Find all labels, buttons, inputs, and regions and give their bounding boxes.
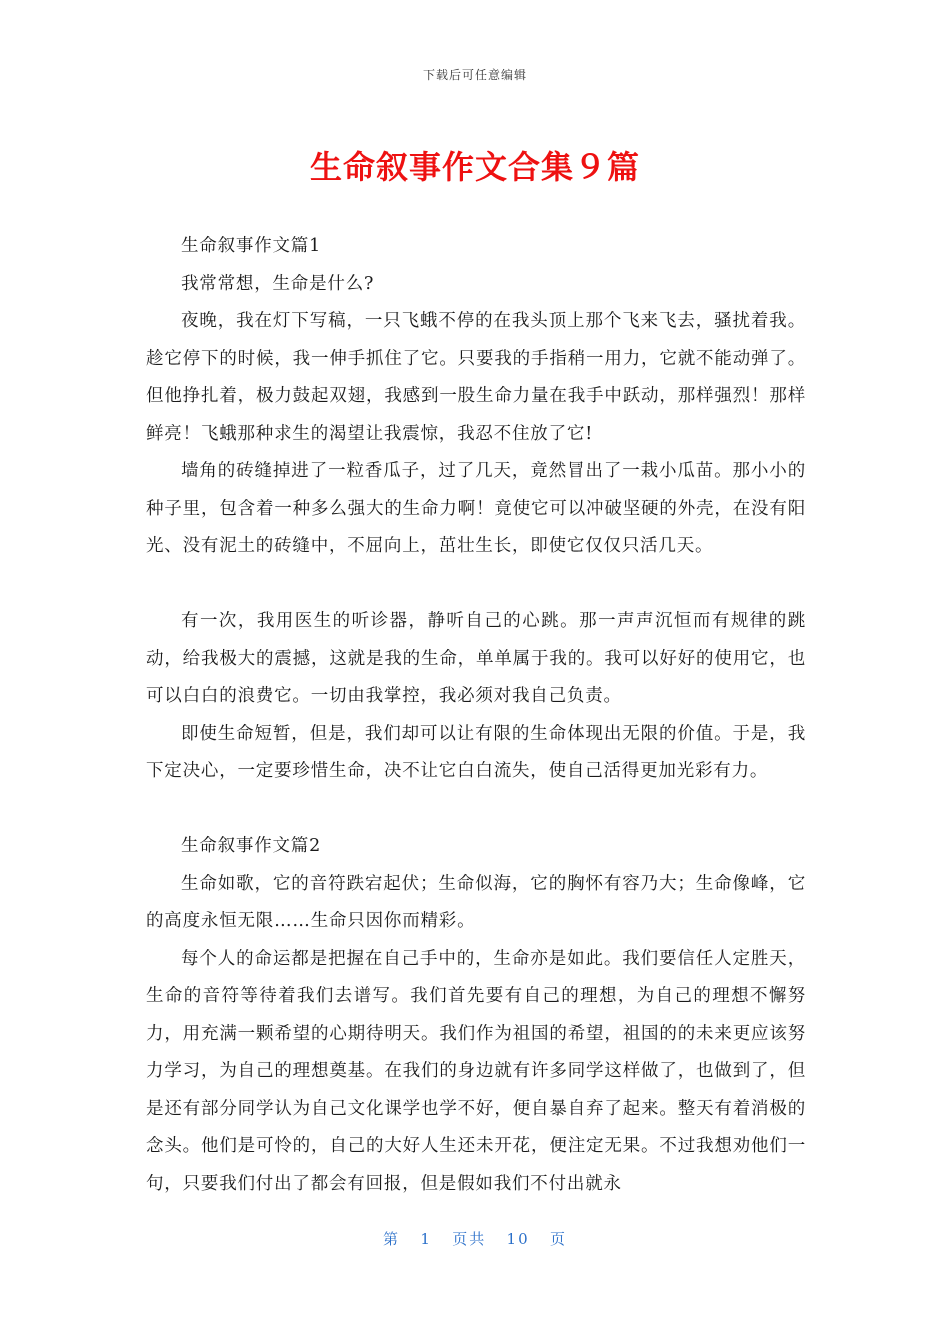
header-note: 下载后可任意编辑 — [422, 68, 527, 82]
footer-suffix: 页 — [549, 1230, 567, 1248]
paragraph: 我常常想，生命是什么? — [181, 273, 375, 294]
document-body — [146, 228, 806, 1203]
paragraph: 即使生命短暂，但是，我们却可以让有限的生命体现出无限的价值。于是，我下定决心，一定要珍惜生命，决不让它白白流失，使自己活得更加光彩有力。 — [146, 723, 806, 781]
page-footer — [0, 1228, 950, 1249]
footer-middle: 页共 — [452, 1230, 487, 1248]
paragraph: 夜晚，我在灯下写稿，一只飞蛾不停的在我头顶上那个飞来飞去，骚扰着我。趁它停下的时候，我一伸手抓住了它。只要我的手指稍一用力，它就不能动弹了。但他挣扎着，极力鼓起双翅，我感到一股生命力量在我手中跃动，那样强烈！那样鲜亮！飞蛾那种求生的渴望让我震惊，我忍不住放了它! — [146, 311, 806, 444]
document-title: 生命叙事作文合集９篇 — [309, 148, 640, 186]
paragraph: 墙角的砖缝掉进了一粒香瓜子，过了几天，竟然冒出了一栽小瓜苗。那小小的种子里，包含着一种多么强大的生命力啊！竟使它可以冲破坚硬的外壳，在没有阳光、没有泥土的砖缝中，不屈向上，茁壮生长，即使它仅仅只活几天。 — [146, 461, 806, 556]
footer-total-pages: 10 — [506, 1230, 530, 1248]
paragraph: 生命如歌，它的音符跌宕起伏；生命似海，它的胸怀有容乃大；生命像峰，它的高度永恒无限……生命只因你而精彩。 — [146, 873, 806, 931]
paragraph: 有一次，我用医生的听诊器，静听自己的心跳。那一声声沉恒而有规律的跳动，给我极大的震撼，这就是我的生命，单单属于我的。我可以好好的使用它，也可以白白的浪费它。一切由我掌控，我必须对我自己负责。 — [146, 611, 806, 706]
section-heading: 生命叙事作文篇2 — [181, 836, 322, 856]
footer-prefix: 第 — [383, 1230, 401, 1248]
footer-page-number: 1 — [420, 1230, 432, 1248]
section-heading: 生命叙事作文篇1 — [181, 236, 322, 256]
paragraph: 每个人的命运都是把握在自己手中的，生命亦是如此。我们要信任人定胜天，生命的音符等待着我们去谱写。我们首先要有自己的理想，为自己的理想不懈努力，用充满一颗希望的心期待明天。我们作为祖国的希望，祖国的的未来更应该努力学习，为自己的理想奠基。在我们的身边就有许多同学这样做了，也做到了，但是还有部分同学认为自己文化课学也学不好，便自暴自弃了起来。整天有着消极的念头。他们是可怜的，自己的大好人生还未开花，便注定无果。不过我想劝他们一句，只要我们付出了都会有回报，但是假如我们不付出就永 — [146, 948, 806, 1194]
